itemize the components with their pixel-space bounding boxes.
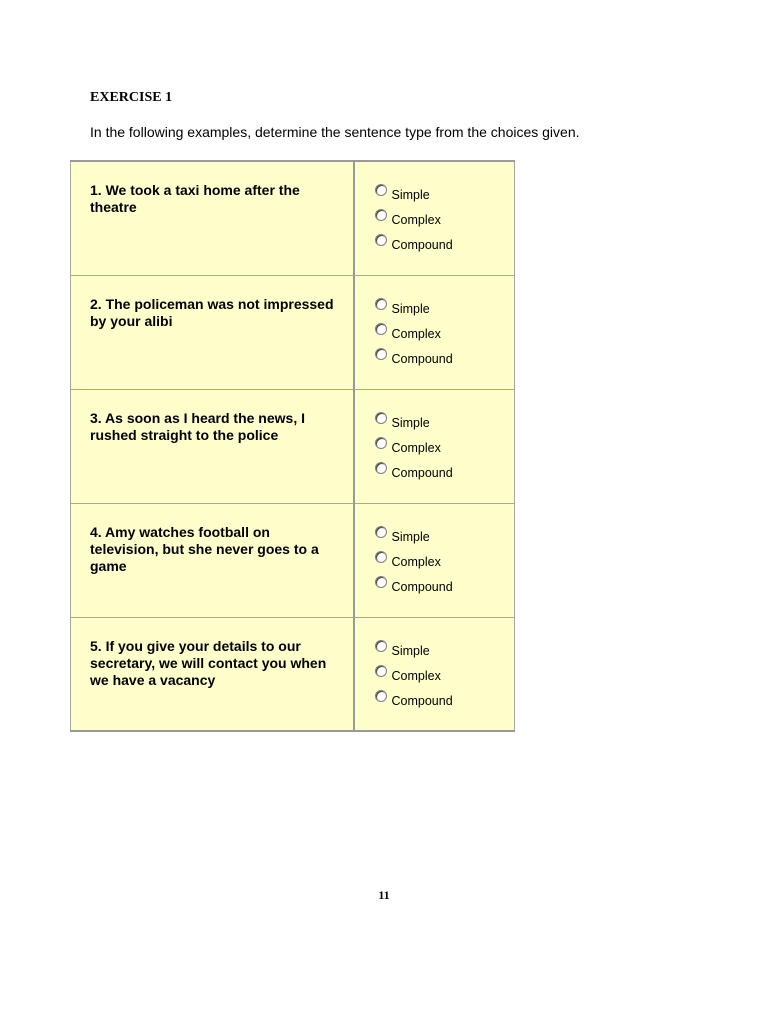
- option-complex[interactable]: [371, 663, 515, 688]
- radio-circle-icon: [375, 184, 387, 196]
- radio-group: [355, 504, 515, 599]
- radio-button[interactable]: [371, 410, 391, 430]
- option-label: Complex: [391, 326, 441, 341]
- question-cell: [71, 275, 354, 389]
- question-row: [71, 275, 515, 389]
- radio-group: [355, 618, 515, 713]
- option-label: Complex: [391, 440, 441, 455]
- radio-button[interactable]: [371, 688, 391, 708]
- option-label: Simple: [391, 301, 430, 316]
- option-compound[interactable]: [371, 346, 515, 371]
- radio-circle-icon: [375, 526, 387, 538]
- question-text: 4. Amy watches football on television, but she never goes to a game: [90, 523, 319, 574]
- radio-button[interactable]: [371, 549, 391, 569]
- radio-circle-icon: [375, 576, 387, 588]
- options-cell: [354, 389, 515, 503]
- radio-circle-icon: [375, 690, 387, 702]
- option-compound[interactable]: [371, 574, 515, 599]
- radio-button[interactable]: [371, 182, 391, 202]
- question-text: 3. As soon as I heard the news, I rushed straight to the police: [90, 409, 305, 443]
- question-text: 5. If you give your details to our secretary, we will contact you when we have a vacancy: [90, 637, 327, 688]
- option-compound[interactable]: [371, 460, 515, 485]
- option-compound[interactable]: [371, 688, 515, 713]
- radio-circle-icon: [375, 412, 387, 424]
- radio-button[interactable]: [371, 346, 391, 366]
- option-label: Complex: [391, 668, 441, 683]
- radio-button[interactable]: [371, 207, 391, 227]
- radio-button[interactable]: [371, 232, 391, 252]
- option-complex[interactable]: [371, 207, 515, 232]
- option-simple[interactable]: [371, 638, 515, 663]
- radio-circle-icon: [375, 209, 387, 221]
- options-cell: [354, 503, 515, 617]
- option-label: Compound: [391, 693, 453, 708]
- radio-circle-icon: [375, 348, 387, 360]
- option-label: Simple: [391, 415, 430, 430]
- radio-button[interactable]: [371, 435, 391, 455]
- radio-button[interactable]: [371, 524, 391, 544]
- option-label: Compound: [391, 238, 453, 252]
- question-row: [71, 389, 515, 503]
- radio-button[interactable]: [371, 638, 391, 658]
- radio-button[interactable]: [371, 321, 391, 341]
- question-text: 2. The policeman was not impressed by your alibi: [90, 295, 334, 329]
- question-row: [71, 161, 515, 275]
- option-complex[interactable]: [371, 321, 515, 346]
- option-label: Simple: [391, 188, 430, 202]
- exercise-heading: EXERCISE 1: [90, 90, 173, 105]
- radio-circle-icon: [375, 323, 387, 335]
- radio-group: [355, 276, 515, 371]
- option-simple[interactable]: [371, 296, 515, 321]
- question-row: [71, 617, 515, 731]
- question-text: 1. We took a taxi home after the theatre: [90, 182, 300, 215]
- options-cell: [354, 161, 515, 275]
- radio-group: [355, 390, 515, 485]
- option-simple[interactable]: [371, 182, 515, 207]
- radio-group: [355, 162, 515, 257]
- option-label: Simple: [391, 529, 430, 544]
- option-simple[interactable]: [371, 410, 515, 435]
- option-label: Compound: [391, 351, 453, 366]
- option-label: Simple: [391, 643, 430, 658]
- option-complex[interactable]: [371, 435, 515, 460]
- option-label: Complex: [391, 213, 441, 227]
- instructions-text: In the following examples, determine the sentence type from the choices given.: [90, 124, 580, 140]
- question-cell: [71, 617, 354, 731]
- radio-button[interactable]: [371, 296, 391, 316]
- page-number: 11: [378, 888, 390, 902]
- question-cell: [71, 161, 354, 275]
- option-label: Compound: [391, 465, 453, 480]
- option-simple[interactable]: [371, 524, 515, 549]
- radio-circle-icon: [375, 298, 387, 310]
- question-cell: [71, 503, 354, 617]
- question-cell: [71, 389, 354, 503]
- radio-circle-icon: [375, 640, 387, 652]
- radio-circle-icon: [375, 551, 387, 563]
- radio-circle-icon: [375, 665, 387, 677]
- question-row: [71, 503, 515, 617]
- radio-circle-icon: [375, 234, 387, 246]
- option-label: Complex: [391, 554, 441, 569]
- radio-circle-icon: [375, 462, 387, 474]
- option-complex[interactable]: [371, 549, 515, 574]
- radio-button[interactable]: [371, 574, 391, 594]
- radio-button[interactable]: [371, 460, 391, 480]
- option-label: Compound: [391, 579, 453, 594]
- radio-button[interactable]: [371, 663, 391, 683]
- quiz-table: [70, 160, 515, 732]
- option-compound[interactable]: [371, 232, 515, 257]
- options-cell: [354, 275, 515, 389]
- radio-circle-icon: [375, 437, 387, 449]
- options-cell: [354, 617, 515, 731]
